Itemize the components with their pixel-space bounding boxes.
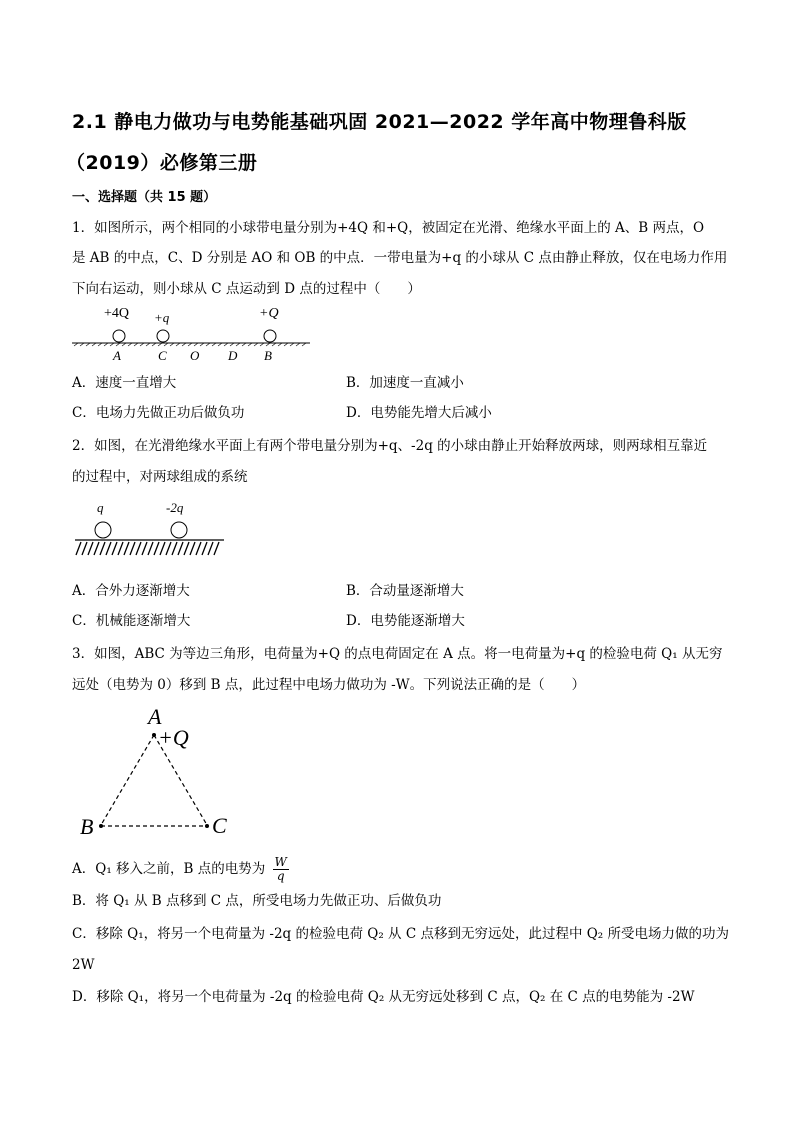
q1-charge-a-label: +4Q — [104, 306, 130, 321]
q3-point-c-dot — [205, 824, 209, 828]
q3-point-a-dot — [152, 733, 156, 737]
q2-option-a[interactable]: A．合外力逐渐增大 — [72, 583, 190, 599]
q3-stem-line2: 远处（电势为 0）移到 B 点，此过程中电场力做功为 -W。下列说法正确的是（ ） — [72, 677, 586, 693]
q1-point-b-label: B — [264, 348, 272, 363]
q3-point-a-label: A — [148, 704, 162, 729]
q2-charge-2-label: -2q — [166, 500, 184, 515]
q2-charge-1-label: q — [97, 500, 104, 515]
q2-option-b[interactable]: B．合动量逐渐增大 — [346, 583, 464, 599]
q1-stem-line1: 1．如图所示，两个相同的小球带电量分别为+4Q 和+Q，被固定在光滑、绝缘水平面上的 A、B 两点，O — [72, 220, 705, 236]
page-title-line2: （2019）必修第三册 — [66, 152, 258, 174]
page-title-line1: 2.1 静电力做功与电势能基础巩固 2021—2022 学年高中物理鲁科版 — [72, 111, 687, 133]
q3-option-a-fraction — [273, 856, 289, 883]
q3-side-ab — [101, 735, 154, 825]
q3-point-b-label: B — [80, 814, 94, 839]
q3-option-b[interactable]: B．将 Q₁ 从 B 点移到 C 点，所受电场力先做正功、后做负功 — [72, 893, 442, 909]
q1-point-o-label: O — [190, 348, 200, 363]
q1-option-b[interactable]: B．加速度一直减小 — [346, 375, 464, 391]
q2-option-c[interactable]: C．机械能逐渐增大 — [72, 613, 191, 629]
q1-option-d[interactable]: D．电势能先增大后减小 — [346, 405, 492, 421]
q3-point-c-label: C — [212, 813, 227, 838]
q1-stem-line2: 是 AB 的中点，C、D 分别是 AO 和 OB 的中点．一带电量为+q 的小球从 C 点由静止释放，仅在电场力作用 — [72, 250, 728, 266]
q1-charge-c-label: +q — [154, 310, 170, 325]
q3-option-a-text: A．Q₁ 移入之前，B 点的电势为 — [72, 861, 266, 877]
q3-option-d[interactable]: D．移除 Q₁，将另一个电荷量为 -2q 的检验电荷 Q₂ 从无穷远处移到 C 点，Q₂ 在 C 点的电势能为 -2W — [72, 989, 695, 1005]
q3-fraction-numerator: W — [274, 855, 287, 869]
q3-fraction-denominator: q — [276, 869, 285, 883]
q3-option-c-line1[interactable]: C．移除 Q₁，将另一个电荷量为 -2q 的检验电荷 Q₂ 从 C 点移到无穷远处，此过程中 Q₂ 所受电场力做的功为 — [72, 926, 730, 942]
q2-stem-line1: 2．如图，在光滑绝缘水平面上有两个带电量分别为+q、-2q 的小球由静止开始释放两球，则两球相互靠近 — [72, 438, 708, 454]
q1-option-a[interactable]: A．速度一直增大 — [72, 375, 177, 391]
q2-stem-line2: 的过程中，对两球组成的系统 — [72, 469, 248, 485]
q1-stem-line3: 下向右运动，则小球从 C 点运动到 D 点的过程中（ ） — [72, 281, 421, 297]
q3-point-b-dot — [99, 824, 103, 828]
q1-charge-b-label: +Q — [259, 306, 279, 321]
q1-point-d-label: D — [228, 348, 238, 363]
q2-option-d[interactable]: D．电势能逐渐增大 — [346, 613, 465, 629]
q1-option-c[interactable]: C．电场力先做正功后做负功 — [72, 405, 245, 421]
section-heading: 一、选择题（共 15 题） — [72, 190, 217, 205]
q1-point-a-label: A — [113, 348, 121, 363]
q3-stem-line1: 3．如图，ABC 为等边三角形，电荷量为+Q 的点电荷固定在 A 点。将一电荷量为+q 的检验电荷 Q₁ 从无穷 — [72, 646, 723, 662]
q3-option-c-line2[interactable]: 2W — [72, 957, 95, 973]
q3-charge-label: +Q — [158, 725, 189, 750]
q1-point-c-label: C — [158, 348, 167, 363]
q3-option-a[interactable] — [72, 856, 289, 883]
